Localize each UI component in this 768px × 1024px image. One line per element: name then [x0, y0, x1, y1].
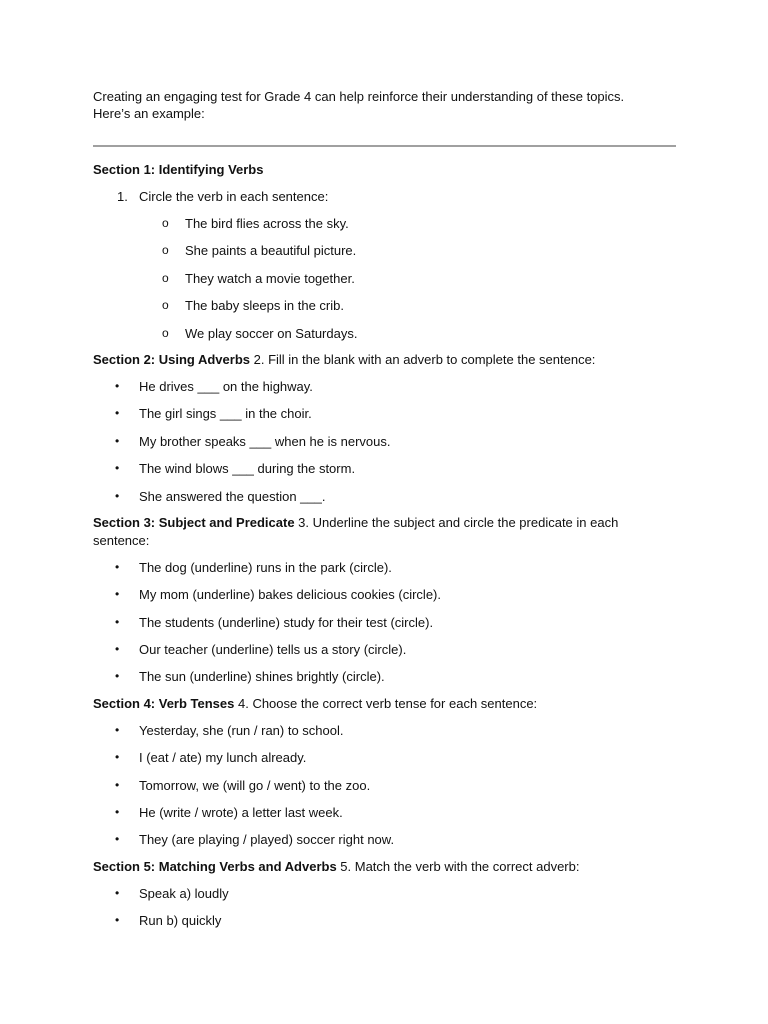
bullet-icon: •	[115, 488, 120, 503]
list-item: • The wind blows ___ during the storm.	[93, 455, 676, 482]
section-1	[93, 161, 676, 347]
question-text: Circle the verb in each sentence:	[139, 188, 329, 204]
bullet-icon: •	[115, 614, 120, 629]
section-4-prompt: 4. Choose the correct verb tense for each sentence:	[234, 695, 538, 711]
bullet-icon: •	[115, 559, 120, 574]
section-3-title: Section 3: Subject and Predicate	[93, 514, 295, 530]
section-5-heading	[93, 854, 676, 880]
list-item: • I (eat / ate) my lunch already.	[93, 744, 676, 771]
section-2-heading	[93, 347, 676, 373]
section-2-title: Section 2: Using Adverbs	[93, 351, 250, 367]
section-1-list	[93, 210, 676, 347]
list-item: • The dog (underline) runs in the park (circle).	[93, 554, 676, 581]
bullet-icon: •	[115, 669, 120, 684]
section-4	[93, 691, 676, 854]
list-item: • They (are playing / played) soccer right now.	[93, 826, 676, 853]
bullet-icon: •	[115, 777, 120, 792]
section-5-list	[93, 880, 676, 935]
bullet-icon: •	[115, 433, 120, 448]
list-item: o They watch a movie together.	[93, 265, 676, 292]
section-3	[93, 510, 676, 691]
section-4-heading	[93, 691, 676, 717]
circle-bullet-icon: o	[162, 243, 169, 258]
bullet-icon: •	[115, 378, 120, 393]
section-1-title: Section 1: Identifying Verbs	[93, 162, 264, 177]
list-item: o She paints a beautiful picture.	[93, 237, 676, 264]
circle-bullet-icon: o	[162, 325, 169, 340]
list-item: • My brother speaks ___ when he is nervous.	[93, 428, 676, 455]
section-3-list	[93, 554, 676, 691]
section-5-title: Section 5: Matching Verbs and Adverbs	[93, 858, 337, 874]
list-item: • The sun (underline) shines brightly (circle).	[93, 663, 676, 690]
section-3-prompt: 3. Underline the subject and circle the predicate in each sentence:	[93, 514, 619, 548]
list-item: • Our teacher (underline) tells us a story (circle).	[93, 636, 676, 663]
bullet-icon: •	[115, 885, 120, 900]
section-5-prompt: 5. Match the verb with the correct adverb:	[336, 858, 580, 874]
list-item: • My mom (underline) bakes delicious cookies (circle).	[93, 581, 676, 608]
bullet-icon: •	[115, 642, 120, 657]
list-item: • The girl sings ___ in the choir.	[93, 400, 676, 427]
list-item: o The baby sleeps in the crib.	[93, 292, 676, 319]
bullet-icon: •	[115, 750, 120, 765]
list-item: • Yesterday, she (run / ran) to school.	[93, 717, 676, 744]
list-item: • Run b) quickly	[93, 907, 676, 934]
bullet-icon: •	[115, 722, 120, 737]
intro-line-2: Here’s an example:	[93, 106, 205, 121]
section-2	[93, 347, 676, 510]
list-item: o The bird flies across the sky.	[93, 210, 676, 237]
section-5	[93, 854, 676, 935]
section-2-prompt: 2. Fill in the blank with an adverb to complete the sentence:	[250, 351, 596, 367]
section-2-list	[93, 373, 676, 510]
list-item: o We play soccer on Saturdays.	[93, 320, 676, 347]
list-item: • She answered the question ___.	[93, 483, 676, 510]
section-1-heading	[93, 161, 676, 179]
list-item: • The students (underline) study for their test (circle).	[93, 609, 676, 636]
intro-paragraph	[93, 88, 663, 122]
bullet-icon: •	[115, 461, 120, 476]
question-number: 1.	[117, 188, 128, 204]
circle-bullet-icon: o	[162, 298, 169, 313]
intro-line-1: Creating an engaging test for Grade 4 can help reinforce their understanding of these topics.	[93, 89, 625, 104]
bullet-icon: •	[115, 587, 120, 602]
section-4-list	[93, 717, 676, 854]
list-item: • Tomorrow, we (will go / went) to the zoo.	[93, 772, 676, 799]
list-item: • He (write / wrote) a letter last week.	[93, 799, 676, 826]
bullet-icon: •	[115, 832, 120, 847]
list-item: • Speak a) loudly	[93, 880, 676, 907]
bullet-icon: •	[115, 805, 120, 820]
circle-bullet-icon: o	[162, 270, 169, 285]
circle-bullet-icon: o	[162, 216, 169, 230]
section-3-heading	[93, 510, 676, 554]
bullet-icon: •	[115, 913, 120, 928]
bullet-icon: •	[115, 406, 120, 421]
list-item: • He drives ___ on the highway.	[93, 373, 676, 400]
section-1-question	[93, 183, 676, 211]
horizontal-rule	[93, 145, 676, 147]
section-4-title: Section 4: Verb Tenses	[93, 695, 235, 711]
